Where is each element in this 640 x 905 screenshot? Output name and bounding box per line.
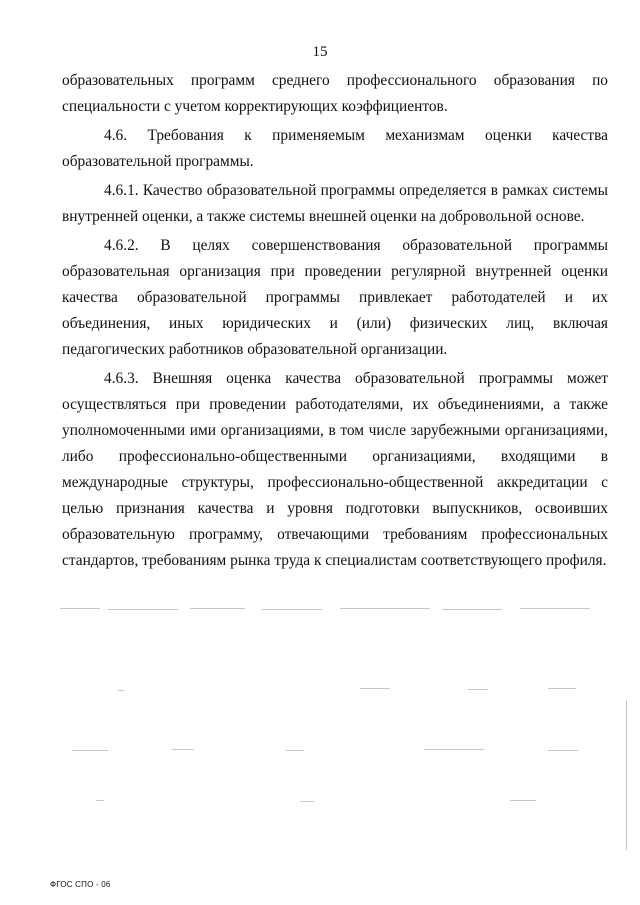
paragraph-4-6-3: 4.6.3. Внешняя оценка качества образовательной программы может осуществляться при проведении работодателями, их объединениями, а также уполномоченными ими организациями, в том числе зарубежными организациями, либо профессионально-общественными организациями, входящими в международные структуры, профессионально-общественной аккредитации с целью признания качества и уровня подготовки выпускников, освоивших образовательную программу, отвечающими требованиям профессиональных стандартов, требованиям рынка труда к специалистам соответствующего профиля. <box>62 370 608 569</box>
paragraph-4-6-2: 4.6.2. В целях совершенствования образовательной программы образовательная организация при проведении регулярной внутренней оценки качества образовательной программы привлекает работодателей и их объединения, иных юридических и (или) физических лиц, включая педагогических работников образовательной организации. <box>62 237 608 358</box>
page-number: 15 <box>312 44 328 60</box>
paragraph-4-6-1: 4.6.1. Качество образовательной программы определяется в рамках системы внутренней оценки, а также системы внешней оценки на добровольной основе. <box>62 182 608 225</box>
document-footer-code: ФГОС СПО - 06 <box>50 880 111 889</box>
paragraph-continuation: образовательных программ среднего профессионального образования по специальности с учетом корректирующих коэффициентов. <box>62 72 608 115</box>
document-body <box>62 68 608 577</box>
paragraph-4-6: 4.6. Требования к применяемым механизмам оценки качества образовательной программы. <box>62 127 608 170</box>
